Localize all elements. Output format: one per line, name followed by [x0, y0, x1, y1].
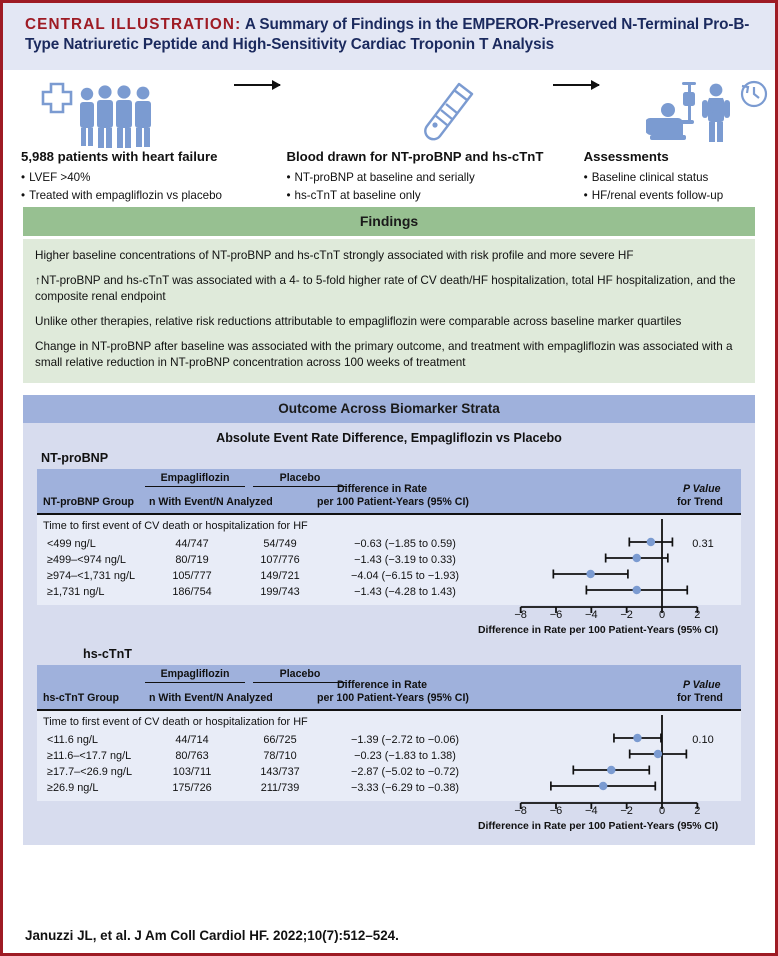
findings-header: Findings	[23, 207, 755, 236]
flow-bullet: • NT-proBNP at baseline and serially	[286, 169, 583, 186]
cell-empagliflozin: 80/719	[175, 553, 209, 566]
finding-item: Unlike other therapies, relative risk reductions attributable to empagliflozin were comparable across baseline marker quartiles	[35, 315, 682, 329]
table-row: ≥26.9 ng/L	[47, 781, 99, 794]
table-row: <499 ng/L	[47, 537, 96, 550]
cell-difference: −1.43 (−4.28 to 1.43)	[354, 585, 456, 598]
blood-vial-icon	[413, 78, 483, 150]
ntprobnp-forest-plot	[493, 515, 733, 607]
cell-difference: −4.04 (−6.15 to −1.93)	[350, 569, 460, 582]
axis-tick-label: −6	[549, 804, 563, 817]
axis-tick-label: 2	[694, 608, 701, 621]
axis-tick-label: 0	[658, 804, 666, 817]
hsctnt-axis-area	[37, 801, 741, 835]
title-banner	[3, 3, 775, 72]
table-row: <11.6 ng/L	[47, 733, 98, 746]
ntprobnp-table-header	[37, 469, 741, 513]
page-title-text: A Summary of Findings in the EMPEROR-Preserved N-Terminal Pro-B-Type Natriuretic Peptide and High-Sensitivity Cardiac Troponin T Analysis	[25, 16, 750, 54]
flow-icon-row	[21, 78, 757, 150]
cell-difference: −0.63 (−1.85 to 0.59)	[354, 537, 456, 550]
header-pvalue-line1: P Value	[683, 678, 721, 691]
assessment-icon	[646, 78, 776, 150]
cell-difference: −3.33 (−6.29 to −0.38)	[350, 781, 460, 794]
header-group-column: hs-cTnT Group	[43, 691, 119, 704]
header-n-with-event: n With Event/N Analyzed	[149, 691, 273, 704]
citation: Januzzi JL, et al. J Am Coll Cardiol HF. 2022;10(7):512–524.	[25, 928, 399, 943]
cell-empagliflozin: 186/754	[172, 585, 212, 598]
cell-empagliflozin: 44/747	[175, 537, 209, 550]
ntprobnp-table-body	[37, 513, 741, 605]
hsctnt-axis-caption: Difference in Rate per 100 Patient-Years (95% CI)	[478, 820, 719, 832]
axis-tick-label: −6	[549, 608, 563, 621]
patients-group-icon	[35, 78, 195, 150]
table-row: ≥499–<974 ng/L	[47, 553, 126, 566]
study-flow-diagram	[3, 72, 775, 207]
header-placebo: Placebo	[253, 472, 347, 487]
cell-placebo: 199/743	[260, 585, 300, 598]
hsctnt-table-body	[37, 709, 741, 801]
cell-placebo: 66/725	[263, 733, 297, 746]
cell-empagliflozin: 44/714	[175, 733, 209, 746]
outcome-section	[23, 395, 755, 845]
ntprobnp-axis-caption: Difference in Rate per 100 Patient-Years (95% CI)	[478, 624, 719, 636]
flow-bullet: • LVEF >40%	[21, 169, 286, 186]
axis-tick-label: −4	[585, 608, 598, 621]
axis-tick-label: −8	[514, 608, 527, 621]
row-group-title: Time to first event of CV death or hospitalization for HF	[43, 715, 308, 728]
hsctnt-table-header	[37, 665, 741, 709]
header-group-column: NT-proBNP Group	[43, 495, 135, 508]
axis-tick-label: 0	[658, 608, 666, 621]
flow-step-3-heading: Assessments	[583, 148, 669, 164]
finding-item: Change in NT-proBNP after baseline was associated with the primary outcome, and treatment with empagliflozin was associated with a small relative reduction in NT-proBNP concentration across 100 weeks of treatment	[35, 340, 733, 370]
flow-step-1	[21, 150, 286, 204]
flow-bullet: • hs-cTnT at baseline only	[286, 187, 583, 204]
cell-placebo: 107/776	[260, 553, 300, 566]
footer	[3, 916, 775, 953]
hsctnt-panel	[37, 665, 741, 835]
axis-tick-label: 2	[694, 804, 701, 817]
cell-empagliflozin: 103/711	[172, 765, 212, 778]
flow-step-3-bullets	[584, 169, 757, 204]
row-group-title: Time to first event of CV death or hospitalization for HF	[43, 519, 308, 532]
ntprobnp-panel	[37, 469, 741, 639]
header-difference-line2: per 100 Patient-Years (95% CI)	[317, 691, 469, 704]
outcome-header: Outcome Across Biomarker Strata	[23, 395, 755, 423]
axis-tick-label: −4	[585, 804, 598, 817]
cell-difference: −2.87 (−5.02 to −0.72)	[350, 765, 460, 778]
cell-pvalue-trend: 0.10	[692, 733, 714, 746]
page-title	[25, 15, 753, 56]
header-placebo: Placebo	[253, 668, 347, 683]
flow-step-1-heading: 5,988 patients with heart failure	[21, 148, 218, 164]
axis-tick-label: −8	[514, 804, 527, 817]
cell-difference: −1.43 (−3.19 to 0.33)	[354, 553, 456, 566]
cell-placebo: 78/710	[263, 749, 297, 762]
flow-bullet: • Baseline clinical status	[584, 169, 757, 186]
flow-step-2	[286, 150, 583, 204]
header-pvalue-line2: for Trend	[677, 691, 723, 704]
flow-step-2-bullets	[286, 169, 583, 204]
cell-empagliflozin: 175/726	[172, 781, 212, 794]
findings-body	[23, 239, 755, 383]
findings-section	[23, 207, 755, 383]
header-difference-line1: Difference in Rate	[337, 482, 428, 495]
cell-placebo: 143/737	[260, 765, 300, 778]
cell-difference: −0.23 (−1.83 to 1.38)	[354, 749, 456, 762]
finding-item: Higher baseline concentrations of NT-proBNP and hs-cTnT strongly associated with risk profile and more severe HF	[35, 248, 634, 262]
header-pvalue-line2: for Trend	[677, 495, 723, 508]
hsctnt-panel-label: hs-cTnT	[83, 646, 132, 661]
table-row: ≥17.7–<26.9 ng/L	[47, 765, 133, 778]
ntprobnp-axis-area	[37, 605, 741, 639]
cell-placebo: 211/739	[260, 781, 300, 794]
cell-difference: −1.39 (−2.72 to −0.06)	[350, 733, 460, 746]
axis-tick-label: −2	[620, 804, 633, 817]
header-pvalue-line1: P Value	[683, 482, 721, 495]
axis-tick-label: −2	[620, 608, 633, 621]
flow-bullet: • Treated with empagliflozin vs placebo	[21, 187, 286, 204]
central-illustration-label: CENTRAL ILLUSTRATION:	[25, 16, 242, 33]
ntprobnp-panel-label: NT-proBNP	[41, 450, 109, 465]
cell-placebo: 149/721	[260, 569, 300, 582]
cell-empagliflozin: 105/777	[172, 569, 212, 582]
outcome-subheader: Absolute Event Rate Difference, Empagliflozin vs Placebo	[216, 430, 562, 445]
finding-item: ↑NT-proBNP and hs-cTnT was associated with a 4- to 5-fold higher rate of CV death/HF hospitalization, total HF hospitalization, and the composite renal endpoint	[35, 273, 736, 303]
cell-placebo: 54/749	[263, 537, 297, 550]
cell-pvalue-trend: 0.31	[692, 537, 714, 550]
flow-text-row	[21, 150, 757, 204]
hsctnt-forest-plot	[493, 711, 733, 803]
flow-arrow-2	[553, 84, 599, 86]
table-row: ≥1,731 ng/L	[47, 585, 105, 598]
flow-arrow-1	[234, 84, 280, 86]
header-empagliflozin: Empagliflozin	[145, 472, 245, 487]
header-difference-line1: Difference in Rate	[337, 678, 428, 691]
header-difference-line2: per 100 Patient-Years (95% CI)	[317, 495, 469, 508]
flow-step-3	[584, 150, 757, 204]
header-empagliflozin: Empagliflozin	[145, 668, 245, 683]
cell-empagliflozin: 80/763	[175, 749, 209, 762]
table-row: ≥11.6–<17.7 ng/L	[47, 749, 132, 762]
flow-bullet: • HF/renal events follow-up	[584, 187, 757, 204]
flow-step-1-bullets	[21, 169, 286, 204]
table-row: ≥974–<1,731 ng/L	[47, 569, 136, 582]
flow-step-2-heading: Blood drawn for NT-proBNP and hs-cTnT	[286, 148, 544, 164]
header-n-with-event: n With Event/N Analyzed	[149, 495, 273, 508]
